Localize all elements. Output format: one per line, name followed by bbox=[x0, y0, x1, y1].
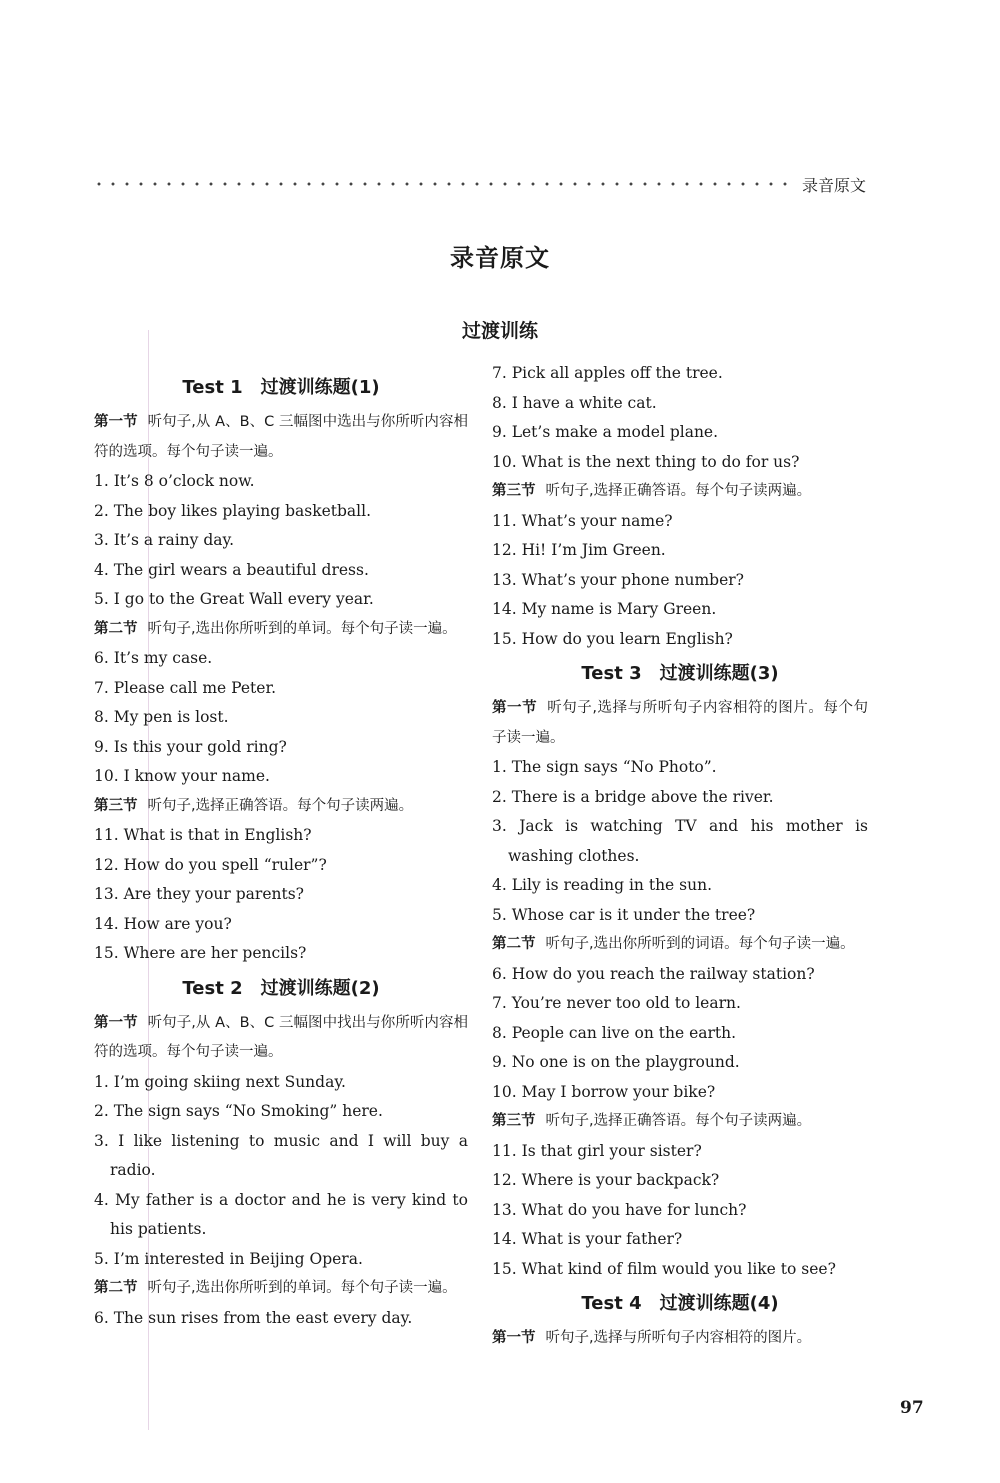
test-title: 过渡训练题(1) bbox=[260, 377, 380, 398]
page-number: 97 bbox=[900, 1398, 924, 1418]
section-label: 第二节 bbox=[492, 936, 536, 952]
transcript-line: 2. There is a bridge above the river. bbox=[492, 787, 774, 806]
transcript-line: 9. Let’s make a model plane. bbox=[492, 423, 719, 441]
test-heading bbox=[492, 1284, 868, 1324]
transcript-line: 9. No one is on the playground. bbox=[492, 1053, 740, 1071]
instruction-text: 听句子,选出你所听到的词语。每个句子读一遍。 bbox=[545, 936, 855, 952]
transcript-line: 10. I know your name. bbox=[94, 767, 270, 785]
transcript-line: 10. May I borrow your bike? bbox=[492, 1082, 716, 1101]
transcript-line: 8. My pen is lost. bbox=[94, 708, 229, 726]
transcript-line: 11. Is that girl your sister? bbox=[492, 1141, 702, 1160]
section-instruction bbox=[94, 1009, 468, 1068]
instruction-text: 听句子,从 A、B、C 三幅图中找出与你所听内容相符的选项。每个句子读一遍。 bbox=[94, 1014, 468, 1060]
test-title: 过渡训练题(3) bbox=[659, 663, 779, 684]
section-label: 第一节 bbox=[94, 1014, 138, 1031]
section-instruction bbox=[94, 792, 468, 822]
section-title: 过渡训练 bbox=[461, 320, 538, 342]
section-instruction bbox=[492, 1324, 868, 1354]
section-instruction bbox=[492, 1107, 868, 1137]
section-instruction bbox=[94, 408, 468, 467]
instruction-text: 听句子,选择与所听句子内容相符的图片。每个句子读一遍。 bbox=[492, 700, 869, 746]
transcript-line: 2. The boy likes playing basketball. bbox=[94, 501, 372, 520]
instruction-text: 听句子,选择正确答语。每个句子读两遍。 bbox=[545, 1113, 812, 1129]
test-number: Test 4 bbox=[581, 1293, 642, 1314]
test-number: Test 1 bbox=[182, 377, 243, 398]
transcript-line: 4. My father is a doctor and he is very kind to his patients. bbox=[94, 1190, 468, 1238]
transcript-line: 11. What is that in English? bbox=[94, 826, 312, 844]
section-label: 第一节 bbox=[492, 1330, 536, 1346]
test-heading bbox=[94, 969, 468, 1009]
section-label: 第三节 bbox=[492, 1113, 536, 1129]
section-label: 第三节 bbox=[492, 483, 536, 499]
transcript-line: 1. I’m going skiing next Sunday. bbox=[94, 1072, 346, 1091]
section-instruction bbox=[492, 930, 868, 960]
test-number: Test 2 bbox=[182, 977, 243, 999]
left-column bbox=[94, 368, 468, 1333]
instruction-text: 听句子,选出你所听到的单词。每个句子读一遍。 bbox=[147, 620, 457, 637]
transcript-line: 3. I like listening to music and I will buy a radio. bbox=[94, 1131, 468, 1179]
transcript-line: 14. My name is Mary Green. bbox=[492, 600, 717, 618]
instruction-text: 听句子,选择正确答语。每个句子读两遍。 bbox=[147, 797, 414, 814]
test-number: Test 3 bbox=[581, 663, 642, 684]
instruction-text: 听句子,从 A、B、C 三幅图中选出与你所听内容相符的选项。每个句子读一遍。 bbox=[94, 414, 468, 460]
transcript-line: 14. How are you? bbox=[94, 914, 232, 933]
transcript-line: 8. I have a white cat. bbox=[492, 393, 657, 412]
instruction-text: 听句子,选择与所听句子内容相符的图片。 bbox=[545, 1330, 812, 1346]
section-label: 第二节 bbox=[94, 1280, 138, 1296]
transcript-line: 5. I go to the Great Wall every year. bbox=[94, 590, 374, 608]
transcript-line: 4. The girl wears a beautiful dress. bbox=[94, 560, 369, 579]
header-dotted-rule bbox=[92, 182, 792, 186]
transcript-line: 11. What’s your name? bbox=[492, 511, 673, 530]
section-label: 第三节 bbox=[94, 797, 138, 814]
section-instruction bbox=[492, 477, 868, 507]
test-title: 过渡训练题(2) bbox=[260, 977, 380, 999]
transcript-line: 7. You’re never too old to learn. bbox=[492, 994, 741, 1012]
transcript-line: 15. What kind of film would you like to see? bbox=[492, 1259, 836, 1278]
page-title: 录音原文 bbox=[450, 244, 550, 272]
transcript-line: 6. How do you reach the railway station? bbox=[492, 964, 815, 983]
running-header: 录音原文 bbox=[802, 176, 867, 195]
transcript-line: 15. Where are her pencils? bbox=[94, 944, 307, 962]
transcript-line: 14. What is your father? bbox=[492, 1230, 683, 1248]
transcript-line: 10. What is the next thing to do for us? bbox=[492, 452, 800, 471]
section-instruction bbox=[492, 694, 868, 753]
transcript-line: 12. How do you spell “ruler”? bbox=[94, 855, 327, 874]
transcript-line: 13. What do you have for lunch? bbox=[492, 1200, 747, 1219]
section-label: 第一节 bbox=[94, 414, 138, 430]
transcript-line: 3. Jack is watching TV and his mother is washing clothes. bbox=[492, 817, 868, 865]
section-label: 第一节 bbox=[492, 700, 538, 716]
transcript-line: 5. Whose car is it under the tree? bbox=[492, 905, 756, 924]
section-instruction bbox=[94, 1274, 468, 1304]
transcript-line: 13. What’s your phone number? bbox=[492, 570, 744, 589]
test-title: 过渡训练题(4) bbox=[659, 1293, 779, 1314]
section-label: 第二节 bbox=[94, 620, 138, 637]
transcript-line: 5. I’m interested in Beijing Opera. bbox=[94, 1249, 363, 1268]
transcript-line: 8. People can live on the earth. bbox=[492, 1023, 737, 1042]
transcript-line: 4. Lily is reading in the sun. bbox=[492, 876, 713, 894]
transcript-line: 3. It’s a rainy day. bbox=[94, 531, 235, 549]
test-heading bbox=[492, 654, 868, 694]
transcript-line: 1. The sign says “No Photo”. bbox=[492, 758, 717, 776]
instruction-text: 听句子,选出你所听到的单词。每个句子读一遍。 bbox=[147, 1280, 457, 1296]
test-heading bbox=[94, 368, 468, 408]
transcript-line: 13. Are they your parents? bbox=[94, 885, 304, 903]
transcript-line: 7. Pick all apples off the tree. bbox=[492, 364, 723, 382]
transcript-line: 15. How do you learn English? bbox=[492, 629, 733, 648]
transcript-line: 6. The sun rises from the east every day. bbox=[94, 1308, 413, 1327]
transcript-line: 9. Is this your gold ring? bbox=[94, 737, 287, 756]
instruction-text: 听句子,选择正确答语。每个句子读两遍。 bbox=[545, 483, 812, 499]
transcript-line: 12. Hi! I’m Jim Green. bbox=[492, 541, 666, 559]
transcript-line: 12. Where is your backpack? bbox=[492, 1171, 720, 1189]
transcript-line: 2. The sign says “No Smoking” here. bbox=[94, 1102, 383, 1120]
transcript-line: 1. It’s 8 o’clock now. bbox=[94, 472, 255, 490]
transcript-line: 7. Please call me Peter. bbox=[94, 678, 277, 697]
right-column bbox=[492, 359, 868, 1354]
transcript-line: 6. It’s my case. bbox=[94, 649, 213, 667]
section-instruction bbox=[94, 615, 468, 645]
